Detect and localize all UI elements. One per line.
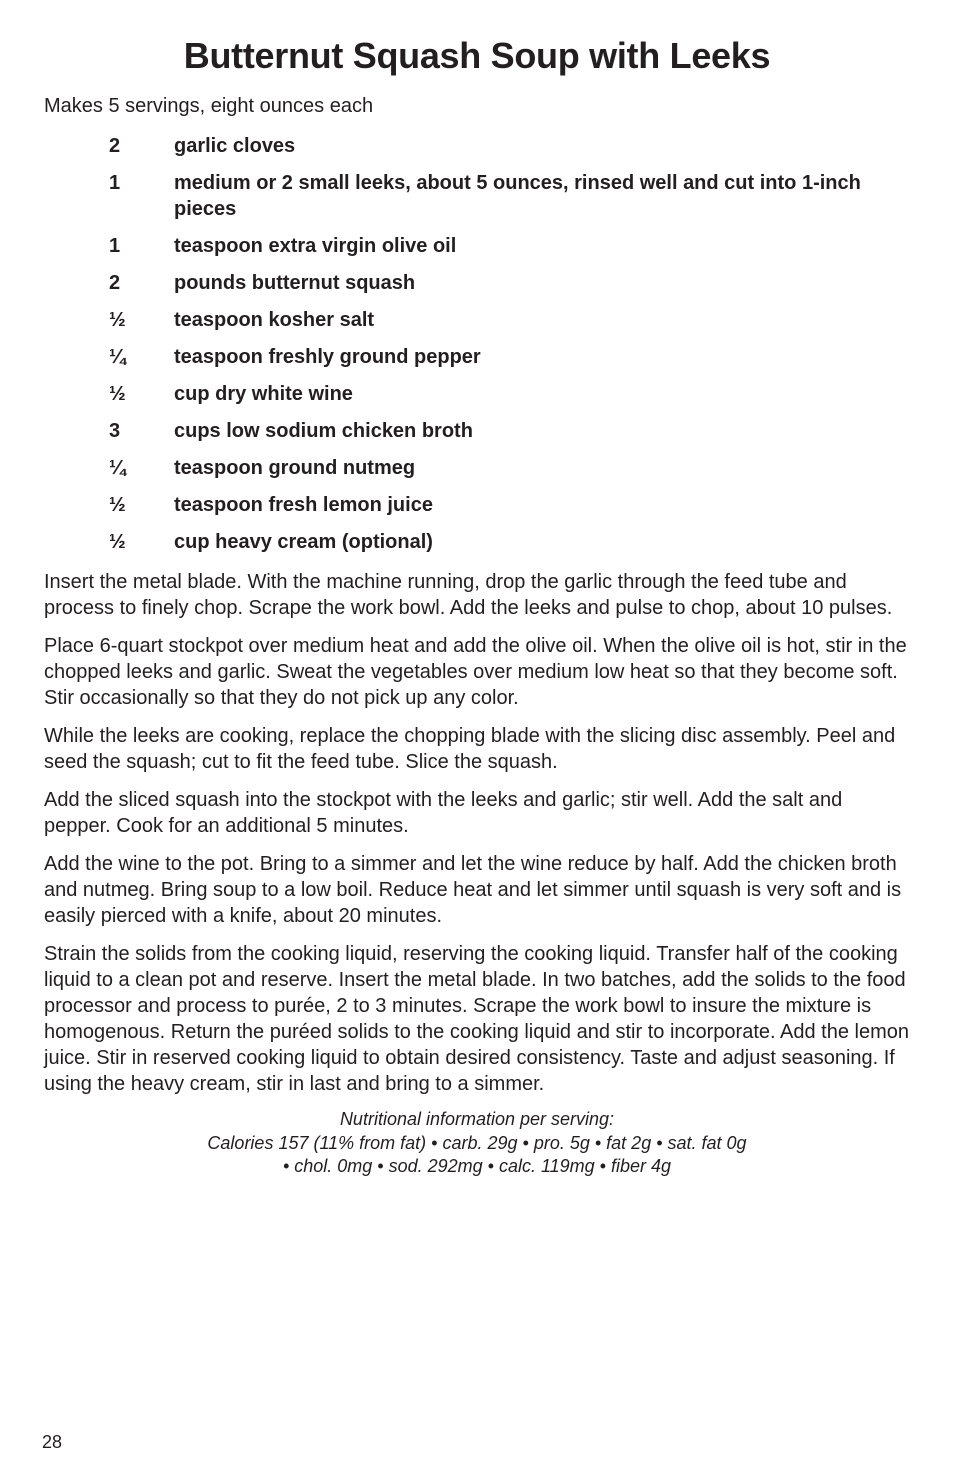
ingredient-item <box>44 455 910 481</box>
ingredient-item <box>44 133 910 159</box>
ingredient-name: cup heavy cream (optional) <box>174 531 433 553</box>
ingredient-list <box>44 133 910 555</box>
instruction-step: Place 6-quart stockpot over medium heat and add the olive oil. When the olive oil is hot, stir in the chopped leeks and garlic. Sweat the vegetables over medium low heat so that they become soft. Stir occasionally so that they do not pick up any color. <box>44 635 907 709</box>
ingredient-item <box>44 233 910 259</box>
ingredient-item <box>44 344 910 370</box>
ingredient-name: pounds butternut squash <box>174 272 416 294</box>
instructions <box>44 569 910 1097</box>
recipe-page <box>44 0 910 1179</box>
ingredient-item <box>44 381 910 407</box>
ingredient-name: teaspoon fresh lemon juice <box>174 494 433 516</box>
ingredient-quantity: ¼ <box>109 457 126 479</box>
instruction-step: Insert the metal blade. With the machine running, drop the garlic through the feed tube and process to finely chop. Scrape the work bowl. Add the leeks and pulse to chop, about 10 pulses. <box>44 571 893 619</box>
recipe-yield: Makes 5 servings, eight ounces each <box>44 95 374 117</box>
recipe-title: Butternut Squash Soup with Leeks <box>183 35 771 76</box>
ingredient-name: garlic cloves <box>174 135 296 157</box>
ingredient-item <box>44 170 910 222</box>
instruction-step: Add the wine to the pot. Bring to a simmer and let the wine reduce by half. Add the chicken broth and nutmeg. Bring soup to a low boil. Reduce heat and let simmer until squash is very soft and is easily pierced with a knife, about 20 minutes. <box>44 853 902 927</box>
ingredient-quantity: ½ <box>109 494 126 516</box>
nutrition-line: • chol. 0mg • sod. 292mg • calc. 119mg • fiber 4g <box>282 1156 672 1176</box>
instruction-step: While the leeks are cooking, replace the chopping blade with the slicing disc assembly. Peel and seed the squash; cut to fit the feed tube. Slice the squash. <box>44 725 896 773</box>
page-number: 28 <box>42 1432 63 1452</box>
ingredient-quantity: ½ <box>109 383 126 405</box>
ingredient-item <box>44 307 910 333</box>
ingredient-name: teaspoon ground nutmeg <box>174 457 416 479</box>
ingredient-quantity: ¼ <box>109 346 126 368</box>
ingredient-item <box>44 270 910 296</box>
ingredient-item <box>44 529 910 555</box>
ingredient-quantity: ½ <box>109 309 126 331</box>
ingredient-quantity: 2 <box>109 272 121 294</box>
ingredient-quantity: 3 <box>109 420 121 442</box>
ingredient-name: cup dry white wine <box>174 383 353 405</box>
ingredient-name: teaspoon extra virgin olive oil <box>174 235 457 257</box>
instruction-step: Strain the solids from the cooking liquid, reserving the cooking liquid. Transfer half of the cooking liquid to a clean pot and reserve. Insert the metal blade. In two batches, add the solids to the food processor and process to purée, 2 to 3 minutes. Scrape the work bowl to insure the mixture is homogenous. Return the puréed solids to the cooking liquid and stir to incorporate. Add the lemon juice. Stir in reserved cooking liquid to obtain desired consistency. Taste and adjust seasoning. If using the heavy cream, stir in last and bring to a simmer. <box>44 943 909 1095</box>
ingredient-item <box>44 418 910 444</box>
ingredient-name: teaspoon kosher salt <box>174 309 375 331</box>
ingredient-quantity: 1 <box>109 172 121 194</box>
ingredient-quantity: 2 <box>109 135 121 157</box>
ingredient-quantity: ½ <box>109 531 126 553</box>
ingredient-name: medium or 2 small leeks, about 5 ounces, rinsed well and cut into 1-inch pieces <box>174 172 861 220</box>
nutrition-line: Calories 157 (11% from fat) • carb. 29g • pro. 5g • fat 2g • sat. fat 0g <box>207 1132 747 1153</box>
ingredient-item <box>44 492 910 518</box>
ingredient-name: teaspoon freshly ground pepper <box>174 346 481 368</box>
instruction-step: Add the sliced squash into the stockpot with the leeks and garlic; stir well. Add the salt and pepper. Cook for an additional 5 minutes. <box>44 789 843 837</box>
ingredient-quantity: 1 <box>109 235 121 257</box>
nutrition-info <box>44 1108 910 1179</box>
ingredient-name: cups low sodium chicken broth <box>174 420 473 442</box>
nutrition-heading: Nutritional information per serving: <box>339 1109 615 1129</box>
